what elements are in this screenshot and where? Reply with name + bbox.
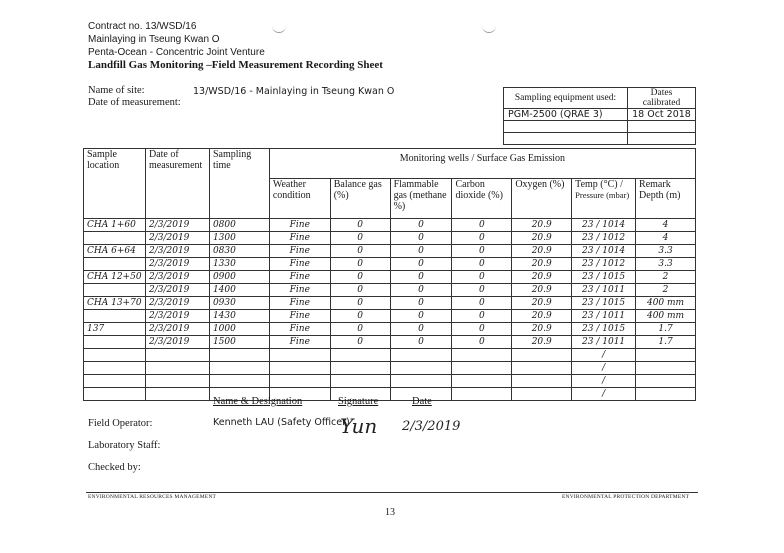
signoff-header-date: Date [412,396,432,407]
field-operator-name: Kenneth LAU (Safety Officer) [213,417,350,428]
cell-remark: 3.3 [636,245,696,258]
cell-location [84,284,146,297]
cell-time: 1400 [209,284,269,297]
cell-time: 0830 [209,245,269,258]
cell-weather: Fine [269,323,330,336]
cell-balance: 0 [330,219,390,232]
cell-temp-pressure: / [572,388,636,401]
col-header-temp [572,179,636,219]
cell-remark [636,375,696,388]
col-header-location: Sample location [84,149,146,219]
cell-co2 [452,349,512,362]
sheet-title: Landfill Gas Monitoring –Field Measurement Recording Sheet [88,59,383,71]
cell-balance: 0 [330,284,390,297]
equipment-header: Sampling equipment used: [504,88,628,109]
cell-time: 1300 [209,232,269,245]
cell-balance [330,375,390,388]
cell-remark: 3.3 [636,258,696,271]
cell-time: 1330 [209,258,269,271]
cell-time: 0900 [209,271,269,284]
cell-location [84,349,146,362]
cell-co2: 0 [452,323,512,336]
col-header-time: Sampling time [209,149,269,219]
cell-balance: 0 [330,271,390,284]
page-number: 13 [385,507,395,518]
cell-date: 2/3/2019 [145,310,209,323]
col-header-date: Date of measurement [145,149,209,219]
cell-date [145,362,209,375]
checked-by-label: Checked by: [88,462,141,473]
cell-flammable: 0 [390,297,452,310]
signoff-header-signature: Signature [338,396,379,407]
col-header-group: Monitoring wells / Surface Gas Emission [269,149,695,179]
cell-weather [269,349,330,362]
cell-time [209,375,269,388]
contractor-name: Penta-Ocean - Concentric Joint Venture [88,47,265,58]
equipment-table [503,87,696,145]
col-header-pressure-label: Pressure (mbar) [575,190,630,200]
cell-flammable: 0 [390,336,452,349]
table-row [84,349,696,362]
cell-co2: 0 [452,245,512,258]
cell-weather: Fine [269,245,330,258]
col-header-temp-label: Temp (°C) / [575,179,623,190]
cell-flammable: 0 [390,219,452,232]
date-measurement-label: Date of measurement: [88,97,181,108]
equipment-empty-cell [504,133,628,145]
cell-date [145,388,209,401]
table-row [84,388,696,401]
cell-weather [269,375,330,388]
cell-weather: Fine [269,336,330,349]
cell-temp-pressure: / [572,349,636,362]
table-row [84,362,696,375]
cell-weather: Fine [269,271,330,284]
cell-oxygen: 20.9 [512,336,572,349]
table-row [84,219,696,232]
cell-oxygen: 20.9 [512,245,572,258]
cell-remark: 4 [636,232,696,245]
table-row [84,310,696,323]
cell-balance: 0 [330,310,390,323]
cell-temp-pressure: 23 / 1015 [572,323,636,336]
cell-temp-pressure: / [572,375,636,388]
site-name-label: Name of site: [88,85,145,96]
cell-remark: 2 [636,271,696,284]
cell-date: 2/3/2019 [145,323,209,336]
cell-flammable [390,362,452,375]
cell-temp-pressure: 23 / 1015 [572,297,636,310]
project-name: Mainlaying in Tseung Kwan O [88,34,220,45]
cell-location [84,362,146,375]
table-row [84,336,696,349]
table-row [84,284,696,297]
cell-oxygen [512,362,572,375]
cell-weather: Fine [269,297,330,310]
cell-location: CHA 13+70 [84,297,146,310]
cell-co2: 0 [452,297,512,310]
cell-oxygen: 20.9 [512,219,572,232]
cell-date [145,375,209,388]
cell-date: 2/3/2019 [145,297,209,310]
table-row [84,258,696,271]
cell-time: 1000 [209,323,269,336]
field-operator-date: 2/3/2019 [402,419,461,434]
cell-date: 2/3/2019 [145,219,209,232]
lab-staff-label: Laboratory Staff: [88,440,161,451]
cell-balance [330,362,390,375]
cell-time [209,349,269,362]
cell-location: CHA 1+60 [84,219,146,232]
cell-temp-pressure: 23 / 1012 [572,232,636,245]
cell-balance: 0 [330,297,390,310]
col-header-co2: Carbon dioxide (%) [452,179,512,219]
cell-remark: 400 mm [636,297,696,310]
cell-flammable: 0 [390,258,452,271]
punch-hole-mark [482,22,496,33]
cell-remark: 1.7 [636,323,696,336]
cell-flammable [390,349,452,362]
cell-balance: 0 [330,336,390,349]
cell-temp-pressure: 23 / 1012 [572,258,636,271]
footer-right: ENVIRONMENTAL PROTECTION DEPARTMENT [562,494,690,500]
equipment-value: PGM-2500 (QRAE 3) [504,109,628,121]
cell-co2: 0 [452,336,512,349]
cell-balance: 0 [330,323,390,336]
col-header-remark: Remark Depth (m) [636,179,696,219]
cell-temp-pressure: 23 / 1015 [572,271,636,284]
cell-co2: 0 [452,232,512,245]
punch-hole-mark [272,22,286,33]
equipment-empty-cell [504,121,628,133]
cell-remark [636,362,696,375]
cell-oxygen: 20.9 [512,284,572,297]
cell-location [84,258,146,271]
col-header-flammable: Flammable gas (methane %) [390,179,452,219]
footer-left: ENVIRONMENTAL RESOURCES MANAGEMENT [88,494,217,500]
table-row [84,245,696,258]
cell-balance: 0 [330,232,390,245]
cell-co2: 0 [452,258,512,271]
table-row [84,323,696,336]
cell-remark: 4 [636,219,696,232]
cell-oxygen: 20.9 [512,271,572,284]
cell-balance: 0 [330,258,390,271]
cell-weather: Fine [269,310,330,323]
cell-location: CHA 12+50 [84,271,146,284]
measurement-table [83,148,696,401]
cell-flammable: 0 [390,310,452,323]
cell-temp-pressure: 23 / 1011 [572,310,636,323]
cell-remark: 1.7 [636,336,696,349]
cell-oxygen [512,349,572,362]
cell-time [209,362,269,375]
cell-balance [330,349,390,362]
calibrated-value: 18 Oct 2018 [628,109,696,121]
table-row [84,271,696,284]
cell-location [84,310,146,323]
cell-time: 0800 [209,219,269,232]
cell-weather: Fine [269,284,330,297]
cell-temp-pressure: 23 / 1011 [572,284,636,297]
cell-weather: Fine [269,219,330,232]
cell-co2 [452,362,512,375]
cell-location: 137 [84,323,146,336]
cell-location [84,232,146,245]
cell-flammable [390,375,452,388]
cell-temp-pressure: 23 / 1014 [572,219,636,232]
col-header-balance: Balance gas (%) [330,179,390,219]
cell-co2: 0 [452,271,512,284]
cell-co2: 0 [452,284,512,297]
cell-oxygen: 20.9 [512,323,572,336]
cell-balance: 0 [330,245,390,258]
cell-date: 2/3/2019 [145,284,209,297]
table-row [84,375,696,388]
cell-temp-pressure: 23 / 1014 [572,245,636,258]
cell-remark [636,349,696,362]
cell-co2 [452,388,512,401]
cell-date: 2/3/2019 [145,258,209,271]
cell-date [145,349,209,362]
table-row [84,297,696,310]
table-row [84,232,696,245]
cell-weather: Fine [269,258,330,271]
cell-date: 2/3/2019 [145,232,209,245]
col-header-oxygen: Oxygen (%) [512,179,572,219]
cell-oxygen [512,388,572,401]
cell-oxygen: 20.9 [512,297,572,310]
cell-flammable: 0 [390,245,452,258]
cell-weather: Fine [269,232,330,245]
cell-remark: 400 mm [636,310,696,323]
cell-location: CHA 6+64 [84,245,146,258]
field-operator-signature: Yun [340,414,378,438]
signoff-header-name: Name & Designation [213,396,303,407]
cell-flammable: 0 [390,232,452,245]
equipment-empty-cell [628,133,696,145]
col-header-weather: Weather condition [269,179,330,219]
cell-remark: 2 [636,284,696,297]
cell-co2 [452,375,512,388]
cell-location [84,336,146,349]
cell-date: 2/3/2019 [145,271,209,284]
equipment-empty-cell [628,121,696,133]
cell-oxygen: 20.9 [512,258,572,271]
cell-oxygen: 20.9 [512,310,572,323]
cell-co2: 0 [452,219,512,232]
cell-flammable: 0 [390,284,452,297]
cell-time: 1430 [209,310,269,323]
cell-oxygen [512,375,572,388]
cell-date: 2/3/2019 [145,245,209,258]
cell-weather [269,362,330,375]
cell-temp-pressure: 23 / 1011 [572,336,636,349]
cell-temp-pressure: / [572,362,636,375]
cell-time: 0930 [209,297,269,310]
cell-time: 1500 [209,336,269,349]
cell-flammable: 0 [390,271,452,284]
field-operator-label: Field Operator: [88,418,153,429]
cell-flammable: 0 [390,323,452,336]
footer-rule [86,492,698,493]
contract-number: Contract no. 13/WSD/16 [88,21,197,32]
cell-oxygen: 20.9 [512,232,572,245]
cell-location [84,388,146,401]
site-name-value: 13/WSD/16 - Mainlaying in Tseung Kwan O [193,86,395,97]
cell-date: 2/3/2019 [145,336,209,349]
cell-remark [636,388,696,401]
cell-co2: 0 [452,310,512,323]
cell-location [84,375,146,388]
calibrated-header: Dates calibrated [628,88,696,109]
